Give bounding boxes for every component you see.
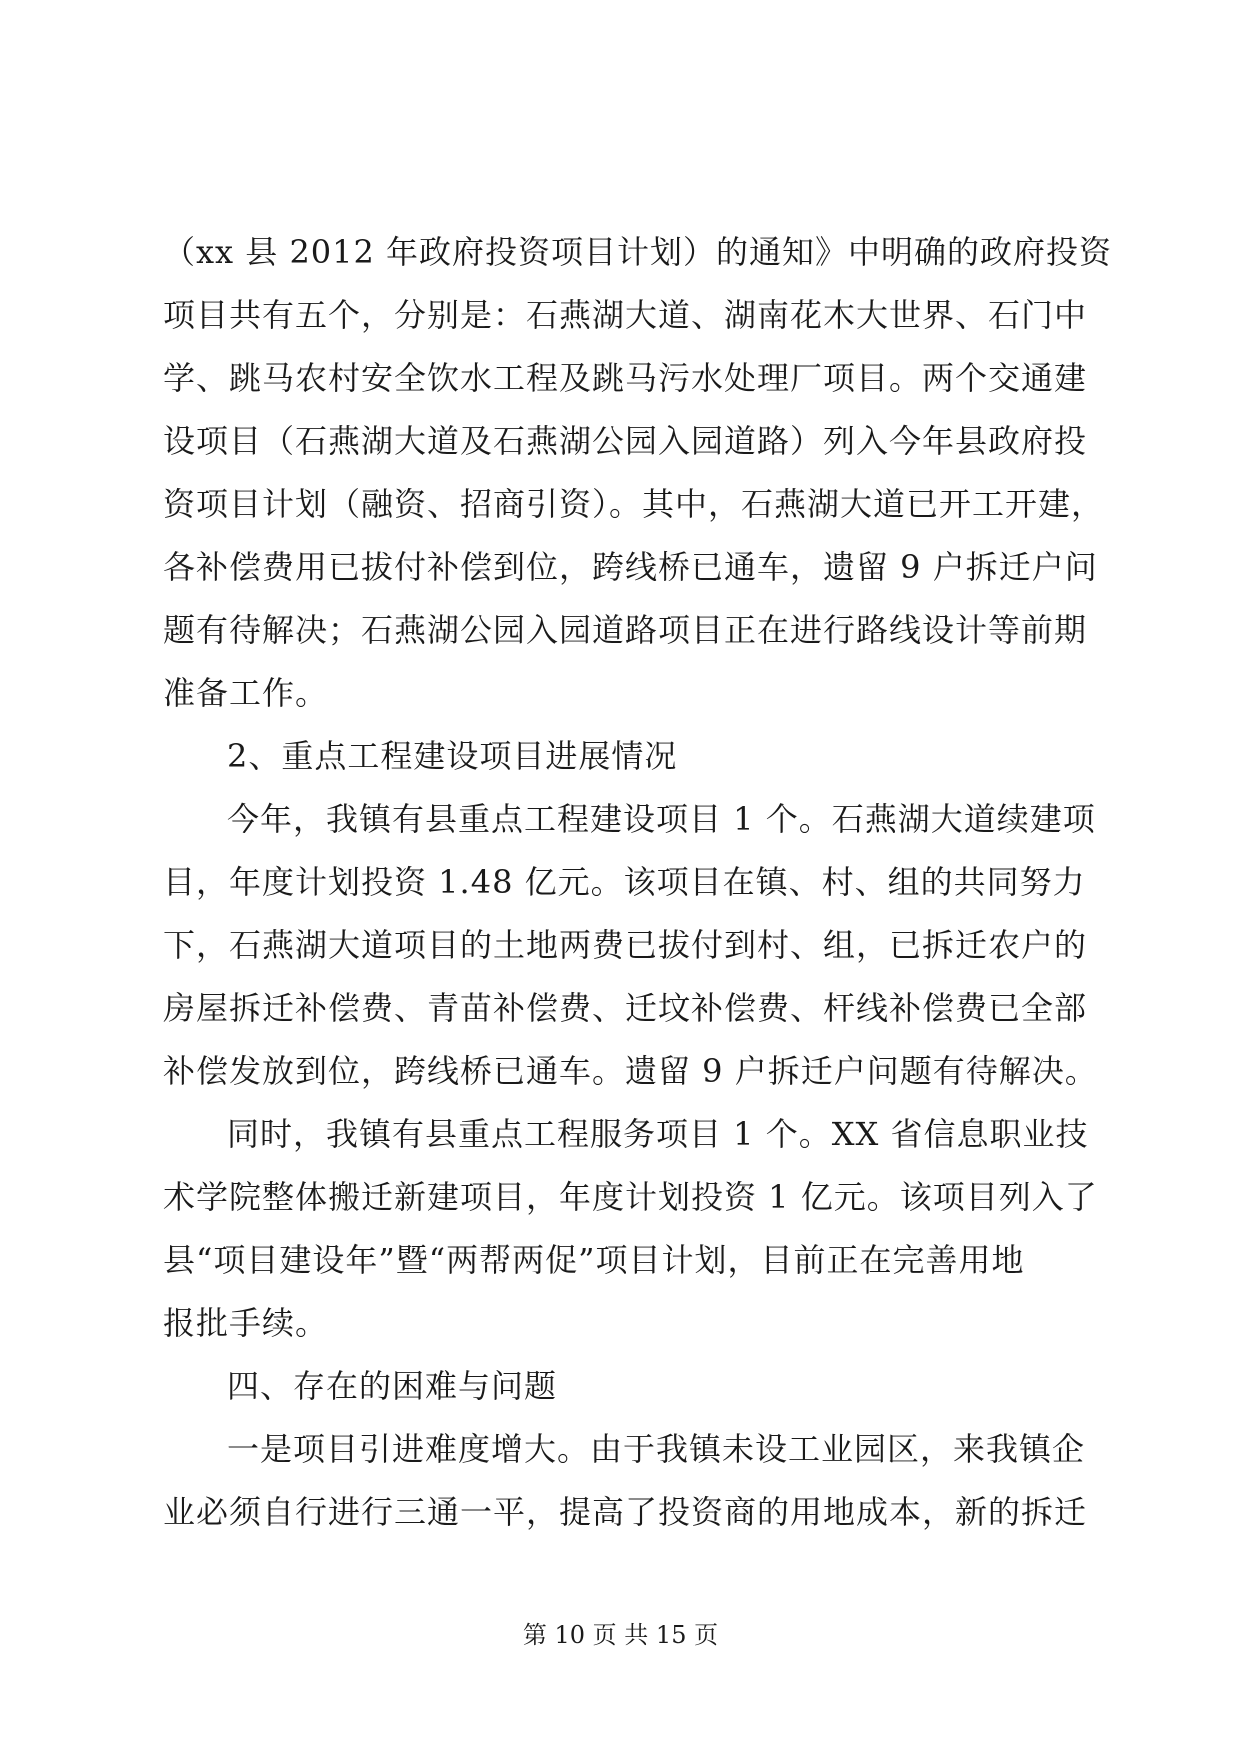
text-line: 项目共有五个，分别是：石燕湖大道、湖南花木大世界、石门中 xyxy=(163,296,1088,334)
text-line: 房屋拆迁补偿费、青苗补偿费、迁坟补偿费、杆线补偿费已全部 xyxy=(163,989,1088,1027)
text-line: 设项目（石燕湖大道及石燕湖公园入园道路）列入今年县政府投 xyxy=(163,422,1088,460)
section-heading: 2、重点工程建设项目进展情况 xyxy=(227,737,678,775)
text-line: 业必须自行进行三通一平，提高了投资商的用地成本，新的拆迁 xyxy=(163,1493,1088,1531)
text-line: 补偿发放到位，跨线桥已通车。遗留 9 户拆迁户问题有待解决。 xyxy=(163,1052,1098,1090)
text-line: 学、跳马农村安全饮水工程及跳马污水处理厂项目。两个交通建 xyxy=(163,359,1088,397)
text-line: 各补偿费用已拔付补偿到位，跨线桥已通车，遗留 9 户拆迁户问 xyxy=(163,548,1098,586)
text-line: 同时，我镇有县重点工程服务项目 1 个。XX 省信息职业技 xyxy=(227,1115,1089,1153)
text-line: 报批手续。 xyxy=(163,1304,329,1342)
text-line: 县“项目建设年”暨“两帮两促”项目计划，目前正在完善用地 xyxy=(163,1241,1025,1279)
text-line: 准备工作。 xyxy=(163,674,329,712)
text-line: 目，年度计划投资 1.48 亿元。该项目在镇、村、组的共同努力 xyxy=(163,863,1086,901)
text-line: 一是项目引进难度增大。由于我镇未设工业园区，来我镇企 xyxy=(227,1430,1086,1468)
text-line: 资项目计划（融资、招商引资）。其中，石燕湖大道已开工开建， xyxy=(163,485,1105,523)
document-body xyxy=(163,221,1113,1544)
text-line: 术学院整体搬迁新建项目，年度计划投资 1 亿元。该项目列入了 xyxy=(163,1178,1098,1216)
text-line: 下，石燕湖大道项目的土地两费已拔付到村、组，已拆迁农户的 xyxy=(163,926,1088,964)
text-line: （xx 县 2012 年政府投资项目计划）的通知》中明确的政府投资 xyxy=(163,233,1113,271)
text-line: 今年，我镇有县重点工程建设项目 1 个。石燕湖大道续建项 xyxy=(227,800,1096,838)
section-heading: 四、存在的困难与问题 xyxy=(227,1367,558,1405)
text-line: 题有待解决；石燕湖公园入园道路项目正在进行路线设计等前期 xyxy=(163,611,1088,649)
page-number-footer: 第 10 页 共 15 页 xyxy=(522,1621,719,1649)
